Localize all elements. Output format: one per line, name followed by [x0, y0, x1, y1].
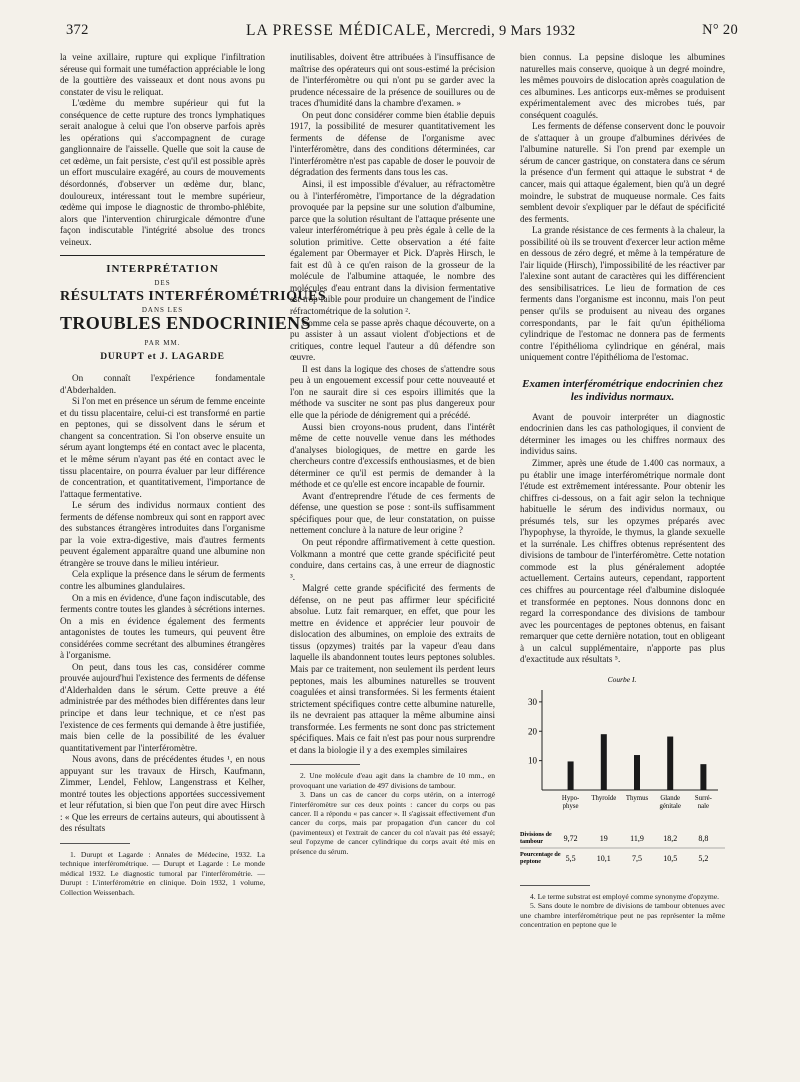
page-number: 372 [66, 22, 89, 38]
paragraph: Il est dans la logique des choses de s'attendre sous peu à un engouement excessif pour cette nouveauté et l'on ne saurait dire si ces espoirs illimités que la méthode va susciter ne sont pas plus dangereux pour elle que la période de dénigrement qui a précédé. [290, 363, 495, 420]
footnote: 2. Une molécule d'eau agit dans la chambre de 10 mm., en provoquant une variation de 497 divisions de tambour. [290, 771, 495, 790]
cell-pourcentage-2: 7,5 [632, 854, 642, 864]
title-line: DES [154, 278, 171, 287]
bar-0 [568, 761, 574, 790]
bar-4 [700, 764, 706, 790]
paragraph: La grande résistance de ces ferments à la chaleur, la possibilité où ils se trouvent d'exercer leur action même en dessous de zéro degré, et même à la température de l'air liquide (Hirsch), l'impossibilité de les réactiver par l'alexine sont autant de caractères qui les différencient des sensibilisatrices. Le lieu de formation de ces ferments dans l'organisme est inconnu, mais l'on peut penser qu'ils se produisent au niveau des organes correspondants, par le fait qu'un épithélioma cylindrique de l'estomac ne donnera pas de ferments contre l'épithélioma cylindrique en général, mais uniquement contre l'épithélioma de l'estomac. [520, 225, 725, 363]
x-tick-label-4: Surré-nale [694, 794, 712, 810]
paragraph: L'œdème du membre supérieur qui fut la conséquence de cette rupture des troncs lymphatiques serait analogue à celui que l'on observe parfois après les opérations qui s'accompagnent de curage ganglionnaire de l'aisselle. Quelle que soit la cause de cet œdème, un fait persiste, c'est qu'il est possible après un effort musculaire exagéré, au cours de mouvements désordonnés, d'observer un œdème dur, blanc, douloureux, intéressant tout le membre supérieur, œdème qui impose le diagnostic de thrombo-phlébite, alors que l'intervention chirurgicale démontre d'une façon indiscutable l'intégrité absolue des troncs veineux. [60, 98, 265, 247]
paragraph: On connaît l'expérience fondamentale d'Abderhalden. [60, 373, 265, 395]
paragraph: inutilisables, doivent être attribuées à l'insuffisance de maîtrise des opérateurs qui ont sous-estimé la précision de l'interféromètre ou qui n'ont pu se garder avec la prudence nécessaire de la présence de souillures ou de traces d'humidité dans la chambre d'examen. » [290, 52, 495, 109]
column-1 [60, 52, 327, 897]
bar-chart [520, 672, 725, 822]
paragraph: Cela explique la présence dans le sérum de ferments contre les albumines glandulaires. [60, 569, 265, 591]
footnotes [60, 850, 265, 897]
footnote: 4. Le terme substrat est employé comme synonyme d'opzyme. [530, 891, 720, 901]
cell-pourcentage-3: 10,5 [663, 854, 678, 864]
cell-divisions-0: 9,72 [563, 834, 578, 844]
journal-name: LA PRESSE MÉDICALE, [246, 22, 432, 39]
paragraph: Comme cela se passe après chaque découverte, on a pu assister à un assaut violent d'objections et de critiques, contre lequel l'auteur a dû défendre son œuvre. [290, 317, 495, 363]
y-tick-label: 20 [528, 726, 537, 737]
article-title [60, 263, 327, 363]
cell-divisions-4: 8,8 [698, 834, 709, 844]
column-2 [290, 52, 495, 856]
journal-title [246, 22, 576, 40]
chart-title: Courbe I. [607, 674, 637, 684]
paragraph: On a mis en évidence, d'une façon indiscutable, des ferments contre toutes les glandes à sécrétions internes. On a mis en évidence également des ferments antagonistes de toutes les tumeurs, qui peuvent être considérées comme secrétant des albumines étrangères à l'organisme. [60, 592, 265, 661]
article-separator [60, 255, 265, 256]
chart-data-table [520, 829, 725, 873]
paragraph: Malgré cette grande spécificité des ferments de défense, on ne peut pas affirmer leur spécificité absolue. Lutz fait remarquer, en effet, que pour les mettre en évidence et apprécier leur pouvoir de dislocation des albumines, on emploie des extraits de tissus (opzymes) traités par la vapeur d'eau dans laquelle ils abandonnent toutes leurs peptones solubles. Mais par ce traitement, non seulement ils perdent leurs peptones, mais les albumines naturelles se trouvent coagulées et ainsi transformées. Si les ferments étaient strictement spécifiques contre cette albumine naturelle, ils ne devraient pas attaquer la même albumine ainsi transformée. Les ferments ne sont donc pas strictement spécifiques. Mais ce fait n'est pas pour nous surprendre et dans la biologie il y a des exemples similaires [290, 583, 495, 755]
bar-2 [634, 755, 640, 790]
cell-pourcentage-4: 5,2 [698, 854, 709, 864]
paragraph: Le sérum des individus normaux contient des ferments de défense nombreux qui sont en rapport avec des substances étrangères introduites dans l'organisme par la voie extra-digestive, mais d'autres ferments peuvent également apparaître quand une albumine non étrangère se trouve dans le milieu intérieur. [60, 500, 265, 568]
row-label-pourcentage: Pourcentage de peptone [520, 851, 561, 866]
bar-1 [601, 734, 607, 790]
paragraph: Zimmer, après une étude de 1.400 cas normaux, a pu établir une image interférométrique normale dont l'étude est extrêmement intéressante. Pour obtenir les chiffres ci-dessous, on a fait agir selon la technique habituelle le sérum des individus normaux, ou présumés tels, sur les opzymes préparés avec l'hypophyse, la thyroïde, le thymus, la glande sexuelle et la surrénale. Les chiffres obtenus représentent des divisions de tambour de l'interféromètre. Cette notation commode est la plus généralement adoptée actuellement. Certains auteurs, cependant, rapportent ces chiffres au pourcentage réel d'albumine disloquée et transformée en peptones. Nous donnons donc en regard la correspondance des divisions de tambour avec les pourcentages de peptones obtenus, en faisant remarquer que cette dernière notation, tout en obligeant à un calcul supplémentaire, n'apporte pas plus d'exactitude aux résultats ⁵. [520, 457, 725, 665]
paragraph: On peut donc considérer comme bien établie depuis 1917, la possibilité de mesurer quantitativement les ferments de défense de l'organisme avec l'interféromètre, dans des conditions déterminées, car l'interféromètre n'est pas capable de doser le pouvoir de dégradation des ferments dans tous les cas. [290, 109, 495, 178]
cell-pourcentage-0: 5,5 [565, 854, 576, 864]
paragraph: bien connus. La pepsine disloque les albumines naturelles mais conserve, quoique à un degré moindre, les mêmes pouvoirs de dislocation après coagulation de ces albumines. Les anticorps eux-mêmes se produisent expérimentalement avec des microbes tués, par conséquent coagulés. [520, 52, 725, 120]
title-line: DANS LES [141, 305, 184, 314]
title-line: RÉSULTATS INTERFÉROMÉTRIQUES [60, 289, 327, 305]
cell-divisions-3: 18,2 [663, 834, 678, 844]
footnote-rule [290, 764, 360, 765]
x-tick-label-1: Thyroïde [591, 794, 617, 802]
paragraph: Si l'on met en présence un sérum de femme enceinte et du tissu placentaire, celui-ci est transformé en partie en peptones, qui se dissolvent dans le sérum et changent sa concentration. Si l'on observe ensuite un sérum ayant longtemps été en contact avec le placenta, et le même sérum n'ayant pas été en contact avec le tissu placentaire, on pourra évaluer par leur différence de concentration, et quantitativement, l'importance de l'attaque fermentative. [60, 396, 265, 499]
issue-date: Mercredi, 9 Mars 1932 [435, 23, 576, 39]
paragraph: Ainsi, il est impossible d'évaluer, au réfractomètre ou à l'interféromètre, l'importance de la dégradation provoquée par la pepsine sur une solution d'albumine, parce que la solution résultant de l'attaque présente une valeur interférométrique à peu près égale à celle de la solution primitive. Cette observation a été faite également par Obermayer et Pick. D'après Hirsch, le fait est dû à ce qu'en raison de la grosseur de la molécule de l'albumine attaquée, le nombre des molécules d'eau entrant dans la division fermentative est trop faible pour produire un changement de l'indice réfractométrique de la solution ². [290, 179, 495, 317]
chart-courbe-1 [520, 672, 725, 826]
footnotes [290, 771, 495, 856]
byline-prefix: PAR MM. [144, 339, 181, 348]
footnote: 3. Dans un cas de cancer du corps utérin, on a interrogé l'interféromètre sur ces deux points : cancer du corps ou pas cancer. Il a répondu « pas cancer ». Il s'agissait effectivement d'un cancer du corps, mais par propagation d'un cancer du col (pavimenteux) et l'extrait de cancer du col n'avait pas été essayé; seul l'opzyme de cancer cylindrique du corps avait été mis en présence du sérum. [290, 790, 495, 856]
title-line: TROUBLES ENDOCRINIENS [60, 313, 311, 334]
paragraph: On peut répondre affirmativement à cette question. Volkmann a montré que cette grande spécificité peut conduire, dans certains cas, à une erreur de diagnostic ³. [290, 536, 495, 582]
paragraph: Avant d'entreprendre l'étude de ces ferments de défense, une question se pose : sont-ils suffisamment spécifiques pour que, de leur constatation, on puisse nettement conclure à la nature de leur origine ? [290, 490, 495, 536]
footnote: 5. Sans doute le nombre de divisions de tambour obtenues avec une chambre interférométrique peut ne pas représenter la même concentration en peptone que le [520, 901, 725, 930]
running-header [66, 22, 738, 44]
footnote-rule [520, 885, 590, 886]
footnote: 1. Durupt et Lagarde : Annales de Médecine, 1932. La technique interférométrique. — Durupt et Lagarde : Le monde médical 1932. Le diagnostic tumoral par l'interférométrie. — Durupt : L'interférométrie en clinique. Doin 1932, 1 volume, Collection Weissenbach. [60, 850, 265, 897]
cell-divisions-1: 19 [599, 834, 608, 844]
footnotes [520, 892, 725, 930]
paragraph: Les ferments de défense conservent donc le pouvoir de s'attaquer à un groupe d'albumines dérivées de l'albumine naturelle. Si l'on prend par exemple un sérum de cancer gastrique, on constatera dans ce sérum la présence d'un ferment qui attaque le substrat ⁴ de cancer, mais qui attaque également, bien qu'à un degré moindre, le substrat de muqueuse normale. Ces faits semblent devoir s'expliquer par le défaut de spécificité des ferments. [520, 121, 725, 224]
bar-3 [667, 736, 673, 789]
cell-divisions-2: 11,9 [630, 834, 644, 844]
paragraph: Nous avons, dans de précédentes études ¹, en nous appuyant sur les travaux de Hirsch, Kaufmann, Zimmer, Lendel, Fehlow, Langenstrass et Kelher, montré toutes les objections apportées successivement et leur réfutation, si bien que l'on peut dire avec Hirsch : « Que les erreurs de certains auteurs, qui aboutissent à des résultats [60, 754, 265, 834]
x-tick-label-2: Thymus [625, 794, 649, 802]
row-label-divisions: Divisions de tambour [520, 831, 552, 846]
footnote-rule [60, 843, 130, 844]
column-3 [520, 52, 725, 930]
y-tick-label: 10 [528, 755, 537, 766]
paragraph: la veine axillaire, rupture qui explique l'infiltration séreuse qui formait une tuméfaction appréciable le long de la gouttière des vaisseaux et dont nous avons pu constater de visu le reliquat. [60, 52, 265, 97]
title-line: INTERPRÉTATION [106, 263, 219, 276]
paragraph: On peut, dans tous les cas, considérer comme prouvée aujourd'hui l'existence des ferments de défense d'Alderhalden dans le sérum. Cette preuve a été administrée par des méthodes bien différentes dans leur principe et dans leur technique, et ce n'est pas l'existence de ces ferments qui demande à être justifiée, mais bien celle de la possibilité de les évaluer quantitativement par l'interféromètre. [60, 661, 265, 753]
chart-table [520, 829, 725, 877]
y-tick-label: 30 [528, 696, 537, 707]
cell-pourcentage-1: 10,1 [596, 854, 611, 864]
section-title: Examen interférométrique endocrinien chez les individus normaux. [522, 377, 723, 403]
paragraph: Aussi bien croyons-nous prudent, dans l'intérêt même de cette nouvelle venue dans les méthodes d'analyses biologiques, de mettre en garde les chercheurs contre d'excessifs enthousiasmes, et de bien déterminer ce qu'il est permis de demander à la méthode et ce qu'elle est encore incapable de fournir. [290, 421, 495, 490]
paragraph: Avant de pouvoir interpréter un diagnostic endocrinien dans les cas pathologiques, il convient de déterminer les images ou les chiffres normaux des individus sains. [520, 411, 725, 457]
issue-number: N° 20 [702, 22, 738, 38]
authors: DURUPT et J. LAGARDE [100, 351, 225, 362]
x-tick-label-3: Glande génitale [659, 794, 681, 810]
x-tick-label-0: Hypo-physe [561, 794, 580, 810]
